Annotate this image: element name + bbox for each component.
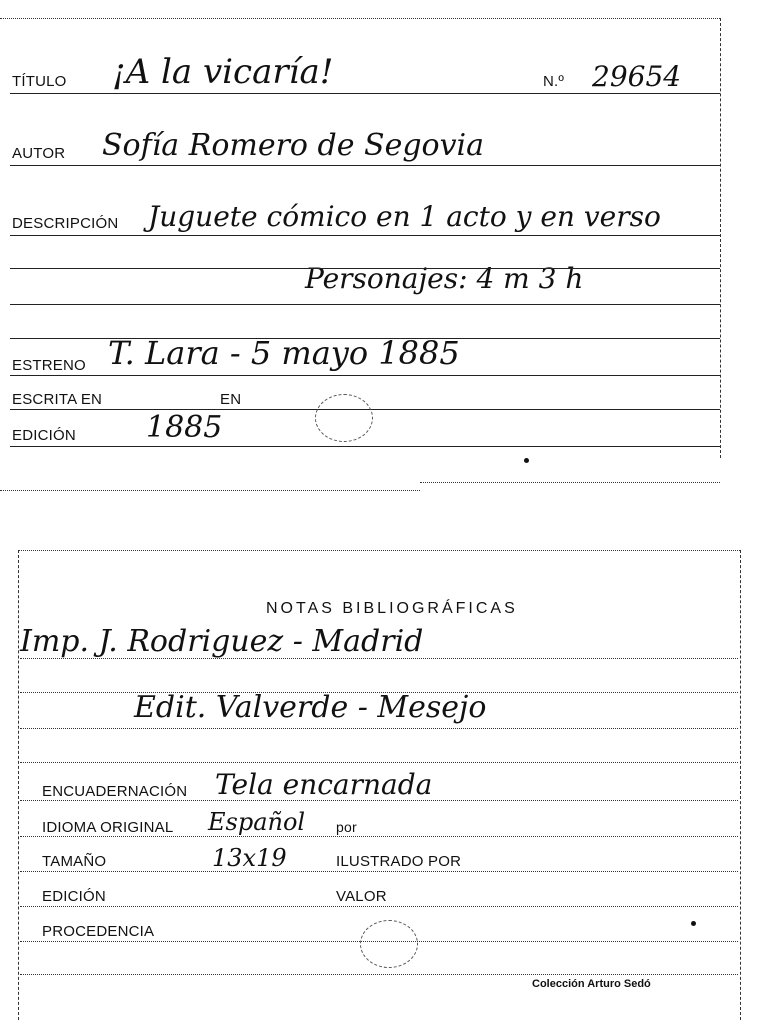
note-line-1: Imp. J. Rodriguez - Madrid xyxy=(20,624,424,659)
card-top-bottom-edge-2 xyxy=(420,482,720,483)
notas-heading: NOTAS BIBLIOGRÁFICAS xyxy=(266,600,518,617)
procedencia-label: PROCEDENCIA xyxy=(42,923,155,940)
edicion-bottom-rule xyxy=(20,906,738,907)
card-left-edge xyxy=(18,550,19,1020)
catalog-card-top xyxy=(0,0,759,500)
note-rule-4 xyxy=(20,762,738,763)
note-rule-3 xyxy=(20,728,738,729)
blank-rule-bottom xyxy=(20,974,738,975)
descripcion-label: DESCRIPCIÓN xyxy=(12,215,119,232)
note-rule-1 xyxy=(20,658,738,659)
ink-speck-bottom xyxy=(691,921,696,926)
card-bottom-border xyxy=(18,550,740,551)
escrita-en-en-label: EN xyxy=(220,391,242,408)
autor-label: AUTOR xyxy=(12,145,66,162)
numero-value: 29654 xyxy=(592,60,682,93)
blank-rule-1 xyxy=(10,268,720,269)
note-line-2: Edit. Valverde - Mesejo xyxy=(134,690,487,725)
titulo-rule xyxy=(10,93,720,94)
autor-value: Sofía Romero de Segovia xyxy=(102,128,485,163)
idioma-value: Español xyxy=(208,808,306,836)
card-right-edge-bottom xyxy=(740,550,741,1020)
escrita-en-label: ESCRITA EN xyxy=(12,391,103,408)
estreno-value: T. Lara - 5 mayo 1885 xyxy=(108,334,460,372)
card-top-bottom-edge xyxy=(0,490,420,491)
punch-hole-bottom xyxy=(360,920,418,968)
catalog-card-bottom xyxy=(0,540,759,1028)
ink-speck xyxy=(524,458,529,463)
coleccion-label: Colección Arturo Sedó xyxy=(532,978,651,990)
idioma-por-label: por xyxy=(336,819,357,835)
titulo-value: ¡A la vicaría! xyxy=(112,52,334,92)
estreno-label: ESTRENO xyxy=(12,357,86,374)
personajes-value: Personajes: 4 m 3 h xyxy=(305,262,584,295)
edicion-bottom-label: EDICIÓN xyxy=(42,888,106,905)
punch-hole xyxy=(315,394,373,442)
card-top-border xyxy=(0,18,720,19)
numero-label: N.º xyxy=(543,73,565,90)
tamano-label: TAMAÑO xyxy=(42,853,107,870)
descripcion-value: Juguete cómico en 1 acto y en verso xyxy=(148,200,661,233)
encuadernacion-value: Tela encarnada xyxy=(215,768,433,801)
edicion-label: EDICIÓN xyxy=(12,427,76,444)
estreno-rule xyxy=(10,375,720,376)
tamano-value: 13x19 xyxy=(212,844,287,872)
blank-rule-2 xyxy=(10,304,720,305)
ilustrado-por-label: ILUSTRADO POR xyxy=(336,853,462,870)
edicion-rule xyxy=(10,446,720,447)
tamano-rule xyxy=(20,871,738,872)
encuadernacion-label: ENCUADERNACIÓN xyxy=(42,783,188,800)
card-right-edge xyxy=(720,18,721,458)
encuadernacion-rule xyxy=(20,800,738,801)
autor-rule xyxy=(10,165,720,166)
idioma-label: IDIOMA ORIGINAL xyxy=(42,819,174,836)
valor-label: VALOR xyxy=(336,888,387,905)
titulo-label: TÍTULO xyxy=(12,73,67,90)
edicion-value: 1885 xyxy=(146,410,223,445)
descripcion-rule xyxy=(10,235,720,236)
idioma-rule xyxy=(20,836,738,837)
